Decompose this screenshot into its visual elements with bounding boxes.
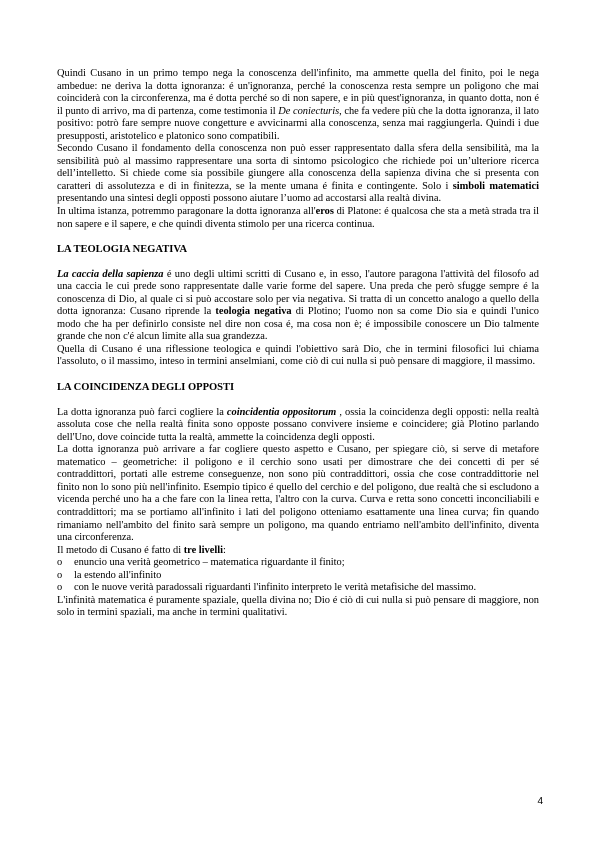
list-item [57,557,539,570]
bullet-circle-icon: o [57,569,63,581]
list-item [57,570,539,583]
text-run: di Platone: é qualcosa che sta a metà strada tra il non sapere e il sapere, e che quindi diventa stimolo per una ricerca continua. [57,206,539,230]
paragraph-riflessione-teologica: Quella di Cusano é una riflessione teologica e quindi l'obiettivo sarà Dio, che in termini filosofici lui chiama l'assoluto, o il massimo, inteso in termini anselmiani, come ciò di cui nulla si può pensare di maggiore, il massimo. [57,343,539,368]
paragraph-coincidentia-oppositorum [57,407,539,445]
section-heading-teologia-negativa: LA TEOLOGIA NEGATIVA [57,243,188,255]
paragraph-infinita-matematica: L'infinità matematica é puramente spaziale, quella divina no; Dio é ciò di cui nulla si può pensare di maggiore, non solo in termini spaziali, ma anche in termini qualitativi. [57,594,539,619]
paragraph-dotta-ignoranza [57,68,539,143]
paragraph-caccia-sapienza [57,269,539,344]
section-heading-coincidenza-opposti: LA COINCIDENZA DEGLI OPPOSTI [57,381,235,393]
list-item [57,582,539,595]
page-number: 4 [537,796,543,807]
text-run: , ossia la coincidenza degli opposti: nella realtà assoluta cose che nella realtà finita sono opposte possano convivere insieme e coincidere; già Plotino parlando dell'Uno, dove coincide tutta la realtà, ammette la coincidenza degli opposti. [57,406,539,443]
text-run: Quindi Cusano in un primo tempo nega la conoscenza dell'infinito, ma ammette quella del finito, poi le nega ambedue: ne deriva la dotta ignoranza: é un'ignoranza, perché la conoscenza resta sempre un poligono che mai coinciderà con la circonferenza, ma é dotta perché so di non sapere, e in più quest'ignoranza, in quanto dotta, non é il punto di arrivo, ma di partenza, come testimonia il [57,68,539,117]
document-page [57,68,539,620]
text-run: Secondo Cusano il fondamento della conoscenza non può esser rappresentato dalla sfera della sensibilità, ma la sensibilità può al massimo rappresentare una sorta di sintomo psicologico che richiede poi un’ulteriore ricerca dell’intelletto. Si chiede come sia possibile giungere alla conoscenza della sapienza divina che si presenta con caratteri di assolutezza e di in finitezza, se la mente umana é finita e contingente. Solo i [57,143,539,192]
bold-term-tre-livelli: tre livelli [183,544,224,556]
paragraph-metodo-cusano [57,545,539,558]
text-run: La dotta ignoranza può farci cogliere la [57,406,227,418]
text-run: é uno degli ultimi scritti di Cusano e, in esso, l'autore paragona l'attività del filosofo ad una caccia le cui prede sono rappresentate dalle varie forme del sapere. Una preda che però sfugge sempre é la conoscenza di Dio, al quale ci si può accostare solo per via negativa. Si tratta di un concetto analogo a quello della dotta ignoranza: Cusano riprende la [57,268,539,318]
paragraph-fondamento-conoscenza [57,143,539,206]
text-run: In ultima istanza, potremmo paragonare la dotta ignoranza all' [57,206,316,218]
bold-term-simboli-matematici: simboli matematici [452,180,539,192]
text-run: , che fa vedere più che la dotta ignoranza, il lato positivo: potrò fare sempre nuove congetture e avvicinarmi alla conoscenza, senza mai raggiungerla. Quindi i due presupposti, aristotelico e platonico sono compatibili. [57,105,540,142]
list-item-text: enuncio una verità geometrico – matematica riguardante il finito; [74,557,345,569]
bold-term-teologia-negativa: teologia negativa [215,306,292,318]
bullet-circle-icon: o [57,557,63,569]
bullet-circle-icon: o [57,582,63,594]
bold-italic-term-coincidentia: coincidentia oppositorum [226,406,337,418]
italic-title-de-coniecturis: De coniecturis [278,105,340,117]
levels-list [57,557,539,595]
text-run: : [223,544,226,556]
bold-italic-title-caccia-sapienza: La caccia della sapienza [57,268,164,280]
bold-term-eros: eros [315,206,334,218]
text-run: presentando una sintesi degli opposti possono aiutare l’uomo ad accostarsi alla realtà divina. [57,193,442,205]
text-run: di Plotino; l'uomo non sa come Dio sia e quindi l'unico modo che ha per definirlo consiste nel dire non cosa é, ma cosa non è; é impossibile conoscere un Dio talmente grande che non c'é alcun limite alla sua grandezza. [57,306,539,343]
list-item-text: con le nuove verità paradossali riguardanti l'infinito interpreto le verità metafisiche del massimo. [74,582,477,594]
text-run: Il metodo di Cusano é fatto di [57,544,184,556]
paragraph-eros-platone [57,206,539,231]
paragraph-metafore-matematiche: La dotta ignoranza può arrivare a far cogliere questo aspetto e Cusano, per spiegare ciò, si serve di metafore matematico – geometriche: il poligono e il cerchio sono usati per dimostrare che dei concetti di per sé contraddittori, portati alle estreme conseguenze, non sono più contraddittori, ossia che cose contraddittorie nel finito non lo sono più nell'infinito. Esempio tipico é quello del cerchio e del poligono, due realtà che si escludono a vicenda perché uno ha a che fare con la linea retta, l'altro con la curva. Curva e retta sono concetti inconciliabili e contraddittori; ma se portiamo all'infinito i lati del poligono otteniamo esattamente una linea curva; fin quando rimaniamo nell'ambito del finito sarà sempre un poligono, ma quando entriamo nell'ambito dell'infinito, diventa una circonferenza. [57,444,539,544]
list-item-text: la estendo all'infinito [74,569,162,581]
